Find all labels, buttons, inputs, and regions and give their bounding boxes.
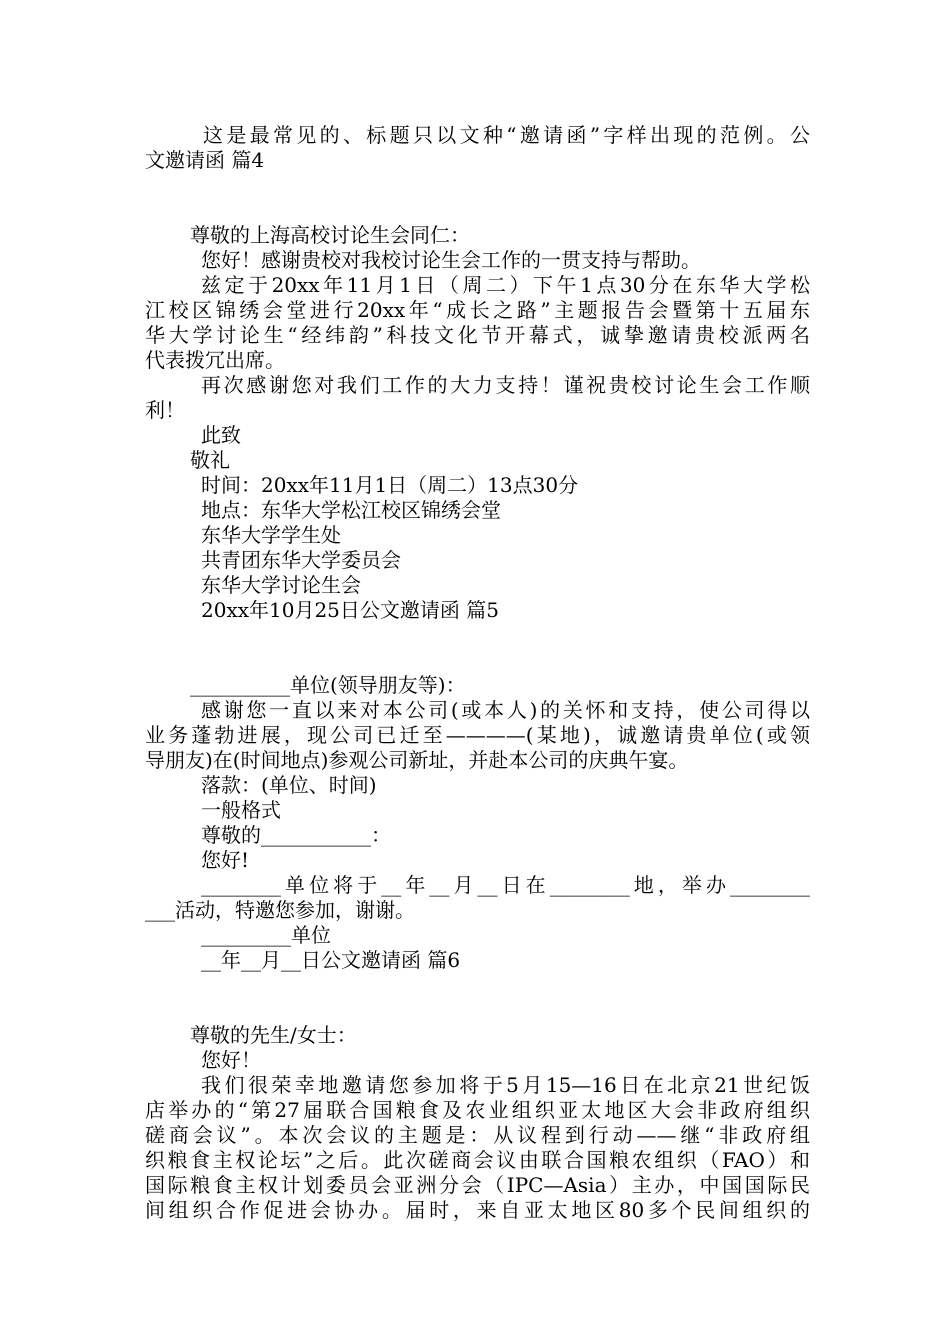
text-line: ___活动，特邀您参加，谢谢。: [145, 898, 415, 922]
text-line: 间组织合作促进会协办。届时，来自亚太地区80多个民间组织的: [145, 1198, 810, 1222]
text-line: 您好!: [201, 848, 250, 872]
greeting: 您好！: [201, 1048, 261, 1072]
text-line: 华大学讨论生“经纬韵”科技文化节开幕式，诚挚邀请贵校派两名: [145, 323, 810, 347]
text-line: 感谢您一直以来对本公司(或本人)的关怀和支持，使公司得以: [201, 698, 810, 722]
text-line: 兹定于20xx年11月1日（周二）下午1点30分在东华大学松: [201, 273, 810, 297]
text-line: 这是最常见的、标题只以文种“邀请函”字样出现的范例。公: [203, 123, 810, 147]
text-line: 再次感谢您对我们工作的大力支持！谨祝贵校讨论生会工作顺: [201, 373, 810, 397]
text-line: _________单位: [201, 923, 331, 947]
section-heading: 文邀请函 篇4: [145, 148, 265, 172]
text-line: 业务蓬勃进展，现公司已迁至————(某地)，诚邀请贵单位(或领: [145, 723, 810, 747]
date-line: 20xx年10月25日公文邀请函 篇5: [201, 598, 499, 622]
text-line: 落款：(单位、时间): [201, 773, 377, 797]
event-location: 地点：东华大学松江校区锦绣会堂: [201, 498, 501, 522]
text-line: 我们很荣幸地邀请您参加将于5月15—16日在北京21世纪饭: [201, 1073, 810, 1097]
closing: 此致: [201, 423, 241, 447]
text-line: 磋商会议”。本次会议的主题是：从议程到行动——继“非政府组: [145, 1123, 810, 1147]
text-line: 国际粮食主权计划委员会亚洲分会（IPC—Asia）主办，中国国际民: [145, 1173, 810, 1197]
signatory: 东华大学讨论生会: [201, 573, 361, 597]
salutation: 尊敬的上海高校讨论生会同仁：: [190, 223, 470, 247]
text-line: 织粮食主权论坛”之后。此次磋商会议由联合国粮农组织（FAO）和: [145, 1148, 810, 1172]
greeting: 您好！感谢贵校对我校讨论生会工作的一贯支持与帮助。: [201, 248, 701, 272]
date-line: __年__月__日公文邀请函 篇6: [201, 948, 461, 972]
signatory: 共青团东华大学委员会: [201, 548, 401, 572]
salutation: __________单位(领导朋友等)：: [190, 673, 466, 697]
text-line: 导朋友)在(时间地点)参观公司新址，并赴本公司的庆典午宴。: [145, 748, 689, 772]
text-line: 尊敬的___________：: [201, 823, 391, 847]
signatory: 东华大学学生处: [201, 523, 341, 547]
text-line: 一般格式: [201, 798, 281, 822]
text-line: 江校区锦绣会堂进行20xx年“成长之路”主题报告会暨第十五届东: [145, 298, 810, 322]
closing: 敬礼: [190, 448, 230, 472]
text-line: 利！: [145, 398, 185, 422]
text-line: 代表拨冗出席。: [145, 348, 285, 372]
event-time: 时间：20xx年11月1日（周二）13点30分: [201, 473, 579, 497]
salutation: 尊敬的先生/女士：: [190, 1023, 357, 1047]
text-line: ________单位将于__年__月__日在________地，举办________: [201, 873, 810, 897]
text-line: 店举办的“第27届联合国粮食及农业组织亚太地区大会非政府组织: [145, 1098, 810, 1122]
